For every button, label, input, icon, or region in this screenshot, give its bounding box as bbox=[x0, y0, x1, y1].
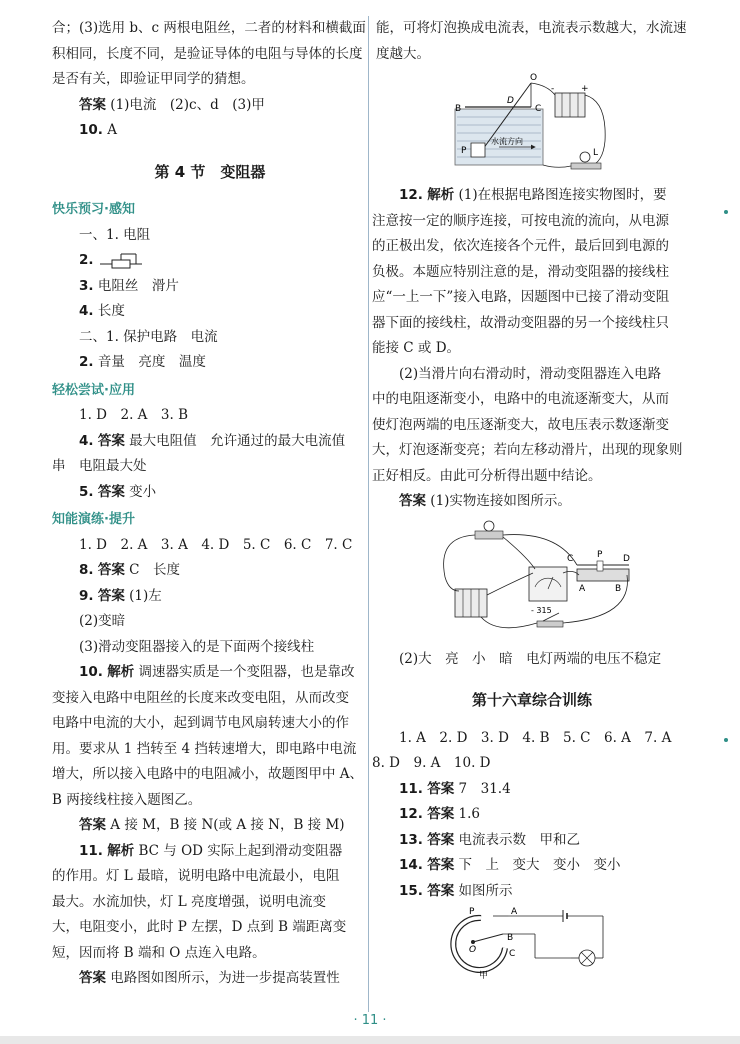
item-number: 4. bbox=[79, 303, 94, 319]
label-c: C bbox=[535, 104, 542, 114]
margin-dot bbox=[724, 210, 728, 214]
answer-text: C 长度 bbox=[129, 562, 180, 578]
item-number: 15. bbox=[399, 882, 423, 899]
answer-label: 答案 bbox=[427, 831, 455, 848]
lamp-base bbox=[571, 163, 601, 169]
text-line: 的正极出发，依次连接各个元件，最后回到电源的 bbox=[372, 238, 669, 254]
answer-label: 答案 bbox=[97, 587, 125, 604]
margin-dot bbox=[724, 738, 728, 742]
bottom-edge bbox=[0, 1036, 740, 1044]
label-b: B bbox=[455, 104, 462, 114]
text-line: 注意按一定的顺序连接，可按电流的流向，从电源 bbox=[372, 212, 669, 229]
text-line: (2)变暗 bbox=[79, 613, 126, 629]
item-number: 8. bbox=[79, 562, 94, 578]
item-text: 电阻丝 滑片 bbox=[97, 277, 179, 294]
analysis-line bbox=[372, 183, 692, 209]
battery-plus-label: + bbox=[581, 84, 589, 94]
text-line: 1. D 2. A 3. B bbox=[79, 407, 189, 423]
text-line: 用。要求从 1 挡转至 4 挡转速增大，即电路中电流 bbox=[52, 740, 357, 757]
item-number: 11. bbox=[399, 780, 423, 797]
answer-label: 答案 bbox=[427, 882, 455, 899]
text-line: 正好相反。由此可分析得出题中结论。 bbox=[372, 467, 602, 484]
text-line bbox=[52, 274, 368, 300]
answer-line bbox=[52, 584, 368, 610]
text-line: 1. A 2. D 3. D 4. B 5. C 6. A 7. A bbox=[399, 729, 672, 746]
answer-line bbox=[372, 777, 692, 803]
item-number: 2. bbox=[79, 354, 94, 370]
analysis-label: 解析 bbox=[107, 664, 135, 680]
subsection-heading: 知能演练·提升 bbox=[52, 512, 135, 527]
item-number: 2. bbox=[79, 252, 94, 268]
text-line: 是否有关，即验证甲同学的猜想。 bbox=[52, 71, 255, 87]
physical-circuit-figure bbox=[427, 517, 637, 643]
text-line: 能接 C 或 D。 bbox=[372, 340, 461, 356]
answer-text: 变小 bbox=[129, 483, 157, 500]
slider-arm bbox=[473, 934, 503, 942]
text-line: 1. D 2. A 3. A 4. D 5. C 6. C 7. C bbox=[79, 536, 353, 553]
item-number: 12. bbox=[399, 187, 423, 203]
column-divider bbox=[368, 16, 369, 1012]
analysis-text: (1)在根据电路图连接实物图时，要 bbox=[458, 187, 667, 203]
label-o: O bbox=[469, 945, 477, 955]
answer-label: 答案 bbox=[399, 493, 426, 509]
label-p: P bbox=[597, 549, 603, 560]
answer-label: 答案 bbox=[79, 96, 106, 113]
text-line: (2)当滑片向右滑动时，滑动变阻器连入电路 bbox=[399, 365, 662, 382]
label-p: P bbox=[469, 907, 475, 917]
subsection-heading: 轻松尝试·应用 bbox=[52, 382, 135, 398]
answer-line bbox=[52, 966, 368, 992]
answer-text: (1)电流 (2)c、d (3)甲 bbox=[110, 96, 265, 113]
text-line: 度越大。 bbox=[376, 45, 430, 62]
text-line: 器下面的接线柱，故滑动变阻器的另一个接线柱只 bbox=[372, 314, 669, 331]
answer-line bbox=[372, 879, 692, 905]
chapter-title: 第十六章综合训练 bbox=[471, 691, 592, 709]
item-text: 音量 亮度 温度 bbox=[97, 354, 206, 370]
lamp-icon bbox=[580, 152, 590, 162]
rheostat-symbol-icon bbox=[98, 251, 144, 271]
item-number: 11. bbox=[79, 842, 103, 859]
answer-line bbox=[372, 802, 692, 828]
text-line: 电路中电流的大小，起到调节电风扇转速大小的作 bbox=[52, 715, 349, 731]
plate-p bbox=[471, 143, 485, 157]
text-line: 大，灯泡逐渐变亮；若向左移动滑片，出现的现象则 bbox=[372, 442, 683, 458]
label-o: O bbox=[530, 73, 538, 83]
analysis-line bbox=[52, 660, 368, 686]
answer-label: 答案 bbox=[427, 780, 455, 797]
item-number: 12. bbox=[399, 806, 423, 822]
symbol-line bbox=[52, 248, 368, 274]
answer-text: (1)实物连接如图所示。 bbox=[430, 493, 571, 509]
text-line: 变接入电路中电阻丝的长度来改变电阻，从而改变 bbox=[52, 689, 349, 706]
text-line: 短，因而将 B 端和 O 点连入电路。 bbox=[52, 944, 266, 961]
item-number: 10. bbox=[79, 664, 103, 680]
section-title: 第 4 节 变阻器 bbox=[154, 162, 266, 181]
label-d: D bbox=[623, 553, 630, 564]
left-column bbox=[52, 0, 368, 992]
answer-line bbox=[52, 813, 368, 839]
answer-label: 答案 bbox=[97, 562, 125, 578]
label-b: B bbox=[507, 933, 514, 943]
right-column bbox=[372, 0, 692, 982]
flow-direction-label: 水流方向 bbox=[491, 137, 523, 146]
answer-line bbox=[52, 558, 368, 584]
item-number: 14. bbox=[399, 857, 423, 873]
label-c: C bbox=[567, 553, 574, 564]
answer-label: 答案 bbox=[427, 857, 455, 873]
answer-label: 答案 bbox=[97, 483, 125, 500]
page-number: · 11 · bbox=[353, 1013, 387, 1028]
answer-line bbox=[372, 853, 692, 879]
question-answer: A bbox=[107, 122, 117, 138]
answer-text: 电流表示数 甲和乙 bbox=[458, 831, 581, 848]
label-d: D bbox=[507, 96, 514, 106]
answer-line bbox=[52, 480, 368, 506]
item-number: 9. bbox=[79, 587, 94, 604]
lamp-icon bbox=[484, 521, 494, 531]
item-number: 4. bbox=[79, 432, 94, 449]
voltmeter-icon bbox=[529, 567, 567, 601]
text-line: 大，电阻变小，此时 P 左摆，D 点到 B 端距离变 bbox=[52, 919, 347, 935]
label-l: L bbox=[593, 148, 599, 158]
text-line: 的作用。灯 L 最暗，说明电路中电流最小，电阻 bbox=[52, 868, 340, 884]
battery-minus-label: - bbox=[551, 84, 555, 94]
answer-line bbox=[52, 429, 368, 455]
figure-caption: 甲 bbox=[479, 971, 489, 981]
text-line bbox=[52, 350, 368, 376]
analysis-label: 解析 bbox=[427, 187, 455, 203]
analysis-line bbox=[52, 839, 368, 865]
answer-text: 下 上 变大 变小 变小 bbox=[458, 857, 621, 873]
answer-line bbox=[372, 828, 692, 854]
text-line: 中的电阻逐渐变小，电路中的电流逐渐变大，从而 bbox=[372, 391, 669, 407]
text-line: (3)滑动变阻器接入的是下面两个接线柱 bbox=[79, 638, 315, 655]
text-line bbox=[52, 299, 368, 325]
text-line: 8. D 9. A 10. D bbox=[372, 755, 491, 771]
answer-line bbox=[372, 489, 692, 515]
item-number: 3. bbox=[79, 277, 94, 294]
analysis-label: 解析 bbox=[107, 842, 135, 859]
text-line: 使灯泡两端的电压逐渐变大，故电压表示数逐渐变 bbox=[372, 416, 669, 433]
answer-label: 答案 bbox=[427, 806, 455, 822]
answer-text: (1)左 bbox=[129, 587, 162, 604]
text-line: 能，可将灯泡换成电流表，电流表示数越大，水流速 bbox=[376, 20, 687, 36]
label-p: P bbox=[461, 146, 467, 156]
label-a: A bbox=[511, 907, 518, 917]
question-line bbox=[52, 118, 368, 144]
item-text: 长度 bbox=[97, 303, 125, 319]
text-line: 最大。水流加快，灯 L 亮度增强，说明电流变 bbox=[52, 893, 327, 910]
answer-label: 答案 bbox=[79, 817, 106, 833]
text-line: 应“一上一下”接入电路，因题图中已接了滑动变阻 bbox=[372, 289, 670, 305]
text-line: 二、1. 保护电路 电流 bbox=[79, 328, 218, 345]
answer-text: 7 31.4 bbox=[458, 780, 511, 797]
question-number: 10. bbox=[79, 122, 103, 138]
voltmeter-scale-label: - 315 bbox=[531, 605, 552, 615]
label-a: A bbox=[579, 583, 586, 594]
rheostat-circuit-figure bbox=[447, 906, 617, 982]
label-c: C bbox=[509, 949, 516, 959]
switch-icon bbox=[537, 621, 563, 627]
text-line: 负极。本题应特别注意的是，滑动变阻器的接线柱 bbox=[372, 263, 669, 280]
analysis-text: BC 与 OD 实际上起到滑动变阻器 bbox=[138, 842, 343, 859]
wire-segment bbox=[543, 165, 571, 167]
text-line: 积相同，长度不同，是验证导体的电阻与导体的长度 bbox=[52, 45, 363, 62]
water-flow-circuit-figure bbox=[447, 71, 617, 183]
answer-text: 如图所示 bbox=[458, 882, 513, 899]
text-line: 合；(3)选用 b、c 两根电阻丝，二者的材料和横截面 bbox=[52, 20, 366, 36]
text-line: 增大，所以接入电路中的电阻减小，故题图甲中 A、 bbox=[52, 766, 364, 782]
analysis-text: 调速器实质是一个变阻器，也是靠改 bbox=[138, 664, 355, 680]
answer-text: 最大电阻值 允许通过的最大电流值 bbox=[129, 432, 346, 449]
answer-text: 1.6 bbox=[458, 806, 480, 822]
text-line: 一、1. 电阻 bbox=[79, 226, 151, 243]
answer-line bbox=[52, 93, 368, 119]
answer-text: A 接 M，B 接 N(或 A 接 N，B 接 M) bbox=[110, 817, 345, 833]
lamp-base bbox=[475, 531, 503, 539]
text-line: (2)大 亮 小 暗 电灯两端的电压不稳定 bbox=[399, 650, 662, 667]
answer-label: 答案 bbox=[97, 432, 125, 449]
item-number: 13. bbox=[399, 831, 423, 848]
answer-text: 电路图如图所示，为进一步提高装置性 bbox=[110, 970, 340, 986]
label-b: B bbox=[615, 583, 622, 594]
item-number: 5. bbox=[79, 483, 94, 500]
text-line: B 两接线柱接入题图乙。 bbox=[52, 791, 202, 808]
text-line: 串 电阻最大处 bbox=[52, 458, 147, 474]
subsection-heading: 快乐预习·感知 bbox=[52, 202, 135, 217]
answer-label: 答案 bbox=[79, 970, 106, 986]
